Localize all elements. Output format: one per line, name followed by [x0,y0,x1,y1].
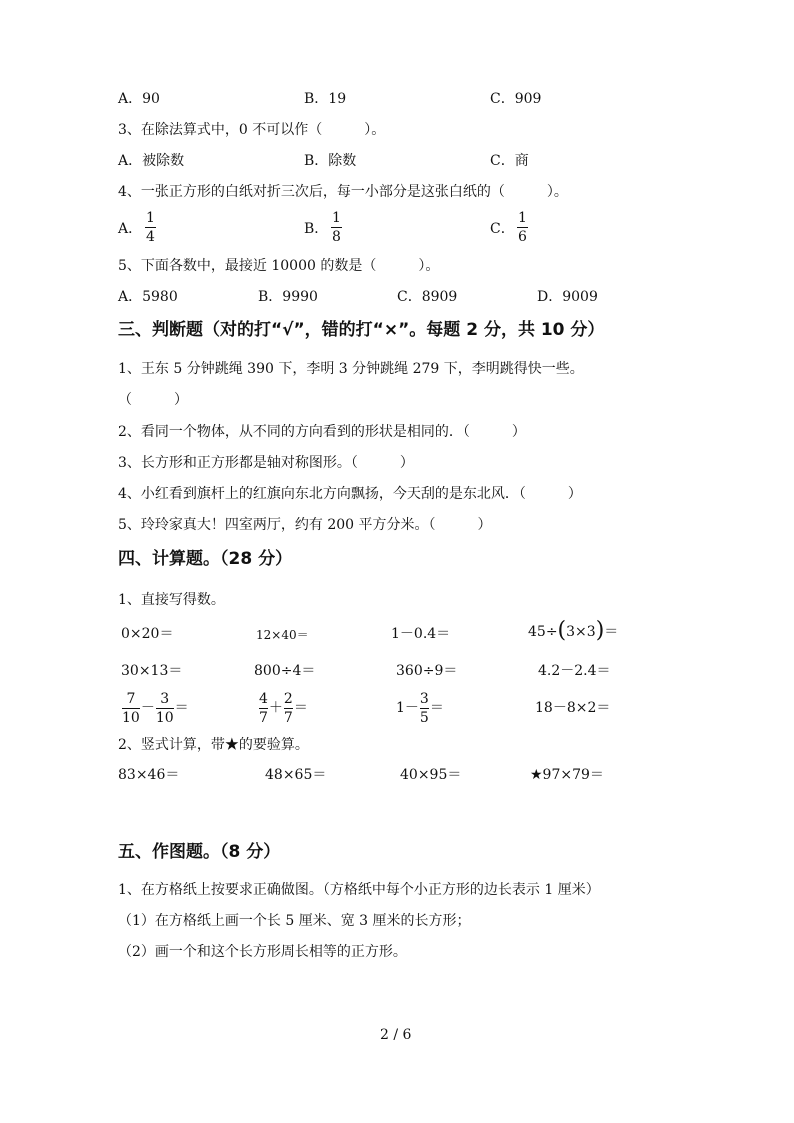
fraction-bar [420,708,429,709]
numerator: 1 [332,210,341,226]
s4-sub2: 2、竖式计算，带★的要验算。 [118,737,309,753]
close-paren: ) [595,618,605,643]
calc-r3-3 [396,688,444,728]
vertical-calc-3: 40×95＝ [400,767,462,783]
numerator: 1 [518,210,527,226]
q5-stem: 5、下面各数中，最接近 10000 的数是（ ）。 [118,258,440,274]
denominator: 10 [155,709,174,726]
fraction-3-10 [156,692,174,725]
fraction-3-5 [420,692,429,725]
calc-r1-4-prefix: 45÷ [528,624,558,640]
calc-r2-3: 360÷9＝ [396,663,458,679]
s3-item-3: 3、长方形和正方形都是轴对称图形。（ ） [118,455,414,471]
equals-sign: ＝ [429,700,444,716]
q4-option-c-label: C． [490,221,515,237]
numerator: 3 [419,690,429,707]
plus-sign: ＋ [268,700,283,716]
q4-option-c-fraction [517,211,528,244]
vertical-calc-1: 83×46＝ [118,767,180,783]
calc-r2-4: 4.2－2.4＝ [538,663,611,679]
denominator: 10 [122,709,140,726]
calc-r1-1: 0×20＝ [121,626,174,642]
q3-stem: 3、在除法算式中，0 不可以作（ ）。 [118,122,386,138]
s3-item-4: 4、小红看到旗杆上的红旗向东北方向飘扬，今天刮的是东北风．（ ） [118,486,582,502]
minus-sign: － [140,700,155,716]
calc-r2-1: 30×13＝ [121,663,183,679]
vertical-calc-2: 48×65＝ [265,767,327,783]
q4-option-b-label: B． [304,221,329,237]
equals-sign: ＝ [174,700,189,716]
denominator: 6 [518,229,527,245]
numerator: 1 [146,210,155,226]
denominator: 8 [332,229,341,245]
section4-title: 四、计算题。（28 分） [118,549,293,569]
open-paren: ( [557,618,567,643]
s3-item-2: 2、看同一个物体，从不同的方向看到的形状是相同的．（ ） [118,424,526,440]
denominator: 5 [419,709,429,726]
q4-stem: 4、一张正方形的白纸对折三次后，每一小部分是这张白纸的（ ）。 [118,184,568,200]
q4-option-b-fraction [331,211,342,244]
fraction-bar [122,708,140,709]
calc-r1-4-inner: 3×3 [566,624,596,640]
q3-option-a: A．被除数 [118,153,185,169]
numerator: 3 [160,690,170,707]
equals-sign: ＝ [293,700,308,716]
s3-item-1: 1、王东 5 分钟跳绳 390 下，李明 3 分钟跳绳 279 下，李明跳得快一些。 [118,361,584,377]
fraction-bar [331,227,342,228]
fraction-bar [284,708,293,709]
vertical-calc-4: ★97×79＝ [530,767,604,783]
fraction-bar [145,227,156,228]
calc-r3-2 [258,688,308,728]
s3-item-5: 5、玲玲家真大！四室两厅，约有 200 平方分米。（ ） [118,517,492,533]
calc-r1-3: 1－0.4＝ [391,626,451,642]
q5-option-a: A．5980 [118,289,178,305]
denominator: 4 [146,229,155,245]
section3-title: 三、判断题（对的打“√”，错的打“×”。每题 2 分，共 10 分） [118,320,605,340]
calc-r3-3-prefix: 1－ [396,700,419,716]
q2-option-b: B．19 [304,91,347,107]
calc-r1-4-eq: ＝ [604,624,619,640]
q5-option-c: C．8909 [397,289,458,305]
fraction-4-7 [259,692,268,725]
denominator: 7 [259,709,268,726]
section5-title: 五、作图题。（8 分） [118,842,281,862]
calc-r1-2: 12×40＝ [256,628,309,642]
q4-option-a-label: A． [118,221,143,237]
denominator: 7 [283,709,293,726]
fraction-7-10 [122,692,140,725]
calc-r1-4 [528,620,618,644]
numerator: 2 [283,690,293,707]
numerator: 7 [126,690,136,707]
s4-sub1: 1、直接写得数。 [118,592,225,608]
numerator: 4 [259,690,268,707]
s3-item-1-answer-blank: （ ） [118,392,188,408]
s5-item-1-sub2: （2）画一个和这个长方形周长相等的正方形。 [118,944,407,960]
q5-option-b: B．9990 [258,289,318,305]
s5-item-1: 1、在方格纸上按要求正确做图。（方格纸中每个小正方形的边长表示 1 厘米） [118,882,600,898]
q2-option-a: A．90 [118,91,160,107]
q3-option-c: C．商 [490,153,529,169]
calc-r2-2: 800÷4＝ [254,663,316,679]
page-number: 2 / 6 [380,1027,412,1043]
calc-r3-1 [121,688,189,728]
s5-item-1-sub1: （1）在方格纸上画一个长 5 厘米、宽 3 厘米的长方形； [118,913,471,929]
fraction-bar [156,708,174,709]
q3-option-b: B．除数 [304,153,357,169]
fraction-2-7 [284,692,293,725]
fraction-bar [259,708,268,709]
fraction-bar [517,227,528,228]
q5-option-d: D．9009 [537,289,598,305]
calc-r3-4: 18－8×2＝ [535,700,611,716]
q2-option-c: C．909 [490,91,542,107]
q4-option-a-fraction [145,211,156,244]
